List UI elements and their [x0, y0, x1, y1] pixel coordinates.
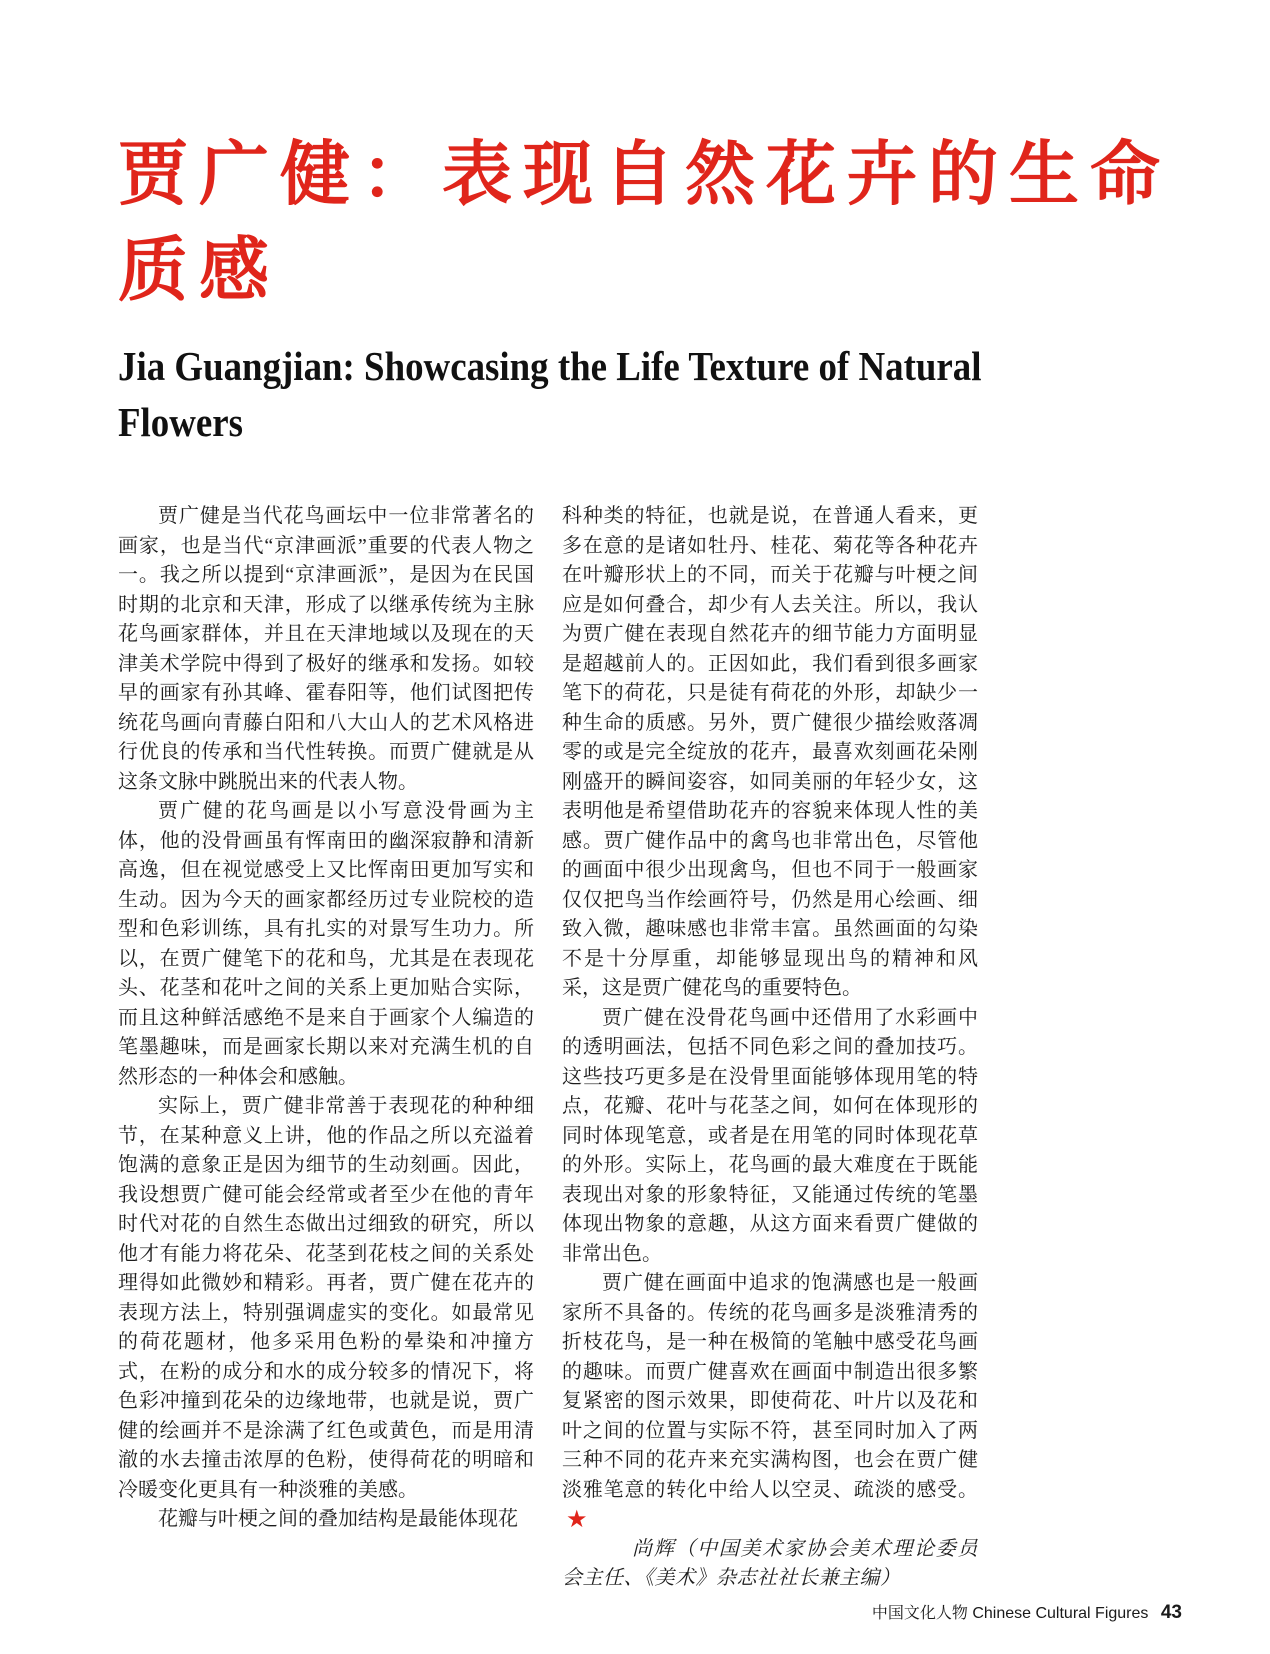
body-paragraph: 贾广健是当代花鸟画坛中一位非常著名的画家，也是当代“京津画派”重要的代表人物之一。我之所以提到“京津画派”，是因为在民国时期的北京和天津，形成了以继承传统为主脉花鸟画家群体，并且在天津地域以及现在的天津美术学院中得到了极好的继承和发扬。如较早的画家有孙其峰、霍春阳等，他们试图把传统花鸟画向青藤白阳和八大山人的艺术风格进行优良的传承和当代性转换。而贾广健就是从这条文脉中跳脱出来的代表人物。: [118, 505, 534, 793]
body-paragraph: 实际上，贾广健非常善于表现花的种种细节，在某种意义上讲，他的作品之所以充溢着饱满的意象正是因为细节的生动刻画。因此，我设想贾广健可能会经常或者至少在他的青年时代对花的自然生态做出过细致的研究，所以他才有能力将花朵、花茎到花枝之间的关系处理得如此微妙和精彩。再者，贾广健在花卉的表现方法上，特别强调虚实的变化。如最常见的荷花题材，他多采用色粉的晕染和冲撞方式，在粉的成分和水的成分较多的情况下，将色彩冲撞到花朵的边缘地带，也就是说，贾广健的绘画并不是涂满了红色或黄色，而是用清澈的水去撞击浓厚的色粉，使得荷花的明暗和冷暖变化更具有一种淡雅的美感。: [118, 1095, 534, 1501]
body-paragraph-text: 贾广健在画面中追求的饱满感也是一般画家所不具备的。传统的花鸟画多是淡雅清秀的折枝花鸟，是一种在极简的笔触中感受花鸟画的趣味。而贾广健喜欢在画面中制造出很多繁复紧密的图示效果，即使荷花、叶片以及花和叶之间的位置与实际不符，甚至同时加入了两三种不同的花卉来充实满构图，也会在贾广健淡雅笔意的转化中给人以空灵、疏淡的感受。: [562, 1272, 978, 1501]
article-title-en-line1: Jia Guangjian: Showcasing the Life Texture of Natural: [118, 343, 982, 389]
body-paragraph: 花瓣与叶梗之间的叠加结构是最能体现花: [158, 1508, 518, 1530]
article-title-zh-line2: 质感: [118, 231, 280, 309]
article-title-en-line2: Flowers: [118, 399, 244, 445]
footer-journal-zh: 中国文化人物: [871, 1605, 968, 1622]
article-title-zh: [118, 126, 1198, 318]
body-paragraph: 贾广健在没骨花鸟画中还借用了水彩画中的透明画法，包括不同色彩之间的叠加技巧。这些技巧更多是在没骨里面能够体现用笔的特点，花瓣、花叶与花茎之间，如何在体现形的同时体现笔意，或者是在用笔的同时体现花草的外形。实际上，花鸟画的最大难度在于既能表现出对象的形象特征，又能通过传统的笔墨体现出物象的意趣，从这方面来看贾广健做的非常出色。: [562, 1006, 978, 1265]
article-end-star-icon: ★: [566, 1507, 588, 1533]
footer-journal-en: Chinese Cultural Figures: [972, 1605, 1149, 1622]
body-paragraph: 贾广健的花鸟画是以小写意没骨画为主体，他的没骨画虽有恽南田的幽深寂静和清新高逸，但在视觉感受上又比恽南田更加写实和生动。因为今天的画家都经历过专业院校的造型和色彩训练，具有扎实的对景写生功力。所以，在贾广健笔下的花和鸟，尤其是在表现花头、花茎和花叶之间的关系上更加贴合实际，而且这种鲜活感绝不是来自于画家个人编造的笔墨趣味，而是画家长期以来对充满生机的自然形态的一种体会和感触。: [118, 800, 534, 1088]
article-body: [118, 502, 978, 1594]
article-title-zh-line1: 贾广健：表现自然花卉的生命: [118, 135, 1171, 213]
page-footer: [872, 1600, 1182, 1624]
page-number: 43: [1160, 1602, 1182, 1623]
body-paragraph-continuation: 科种类的特征，也就是说，在普通人看来，更多在意的是诸如牡丹、桂花、菊花等各种花卉在叶瓣形状上的不同，而关于花瓣与叶梗之间应是如何叠合，却少有人去关注。所以，我认为贾广健在表现自然花卉的细节能力方面明显是超越前人的。正因如此，我们看到很多画家笔下的荷花，只是徒有荷花的外形，却缺少一种生命的质感。另外，贾广健很少描绘败落凋零的或是完全绽放的花卉，最喜欢刻画花朵刚刚盛开的瞬间姿容，如同美丽的年轻少女，这表明他是希望借助花卉的容貌来体现人性的美感。贾广健作品中的禽鸟也非常出色，尽管他的画面中很少出现禽鸟，但也不同于一般画家仅仅把鸟当作绘画符号，仍然是用心绘画、细致入微，趣味感也非常丰富。虽然画面的勾染不是十分厚重，却能够显现出鸟的精神和风采，这是贾广健花鸟的重要特色。: [562, 505, 978, 999]
text-column-right: [562, 502, 978, 1594]
article-title-en: [118, 338, 1218, 450]
text-column-left: [118, 502, 534, 1594]
author-attribution: 尚辉（中国美术家协会美术理论委员会主任、《美术》杂志社社长兼主编）: [562, 1537, 978, 1589]
body-paragraph: [562, 1269, 978, 1535]
